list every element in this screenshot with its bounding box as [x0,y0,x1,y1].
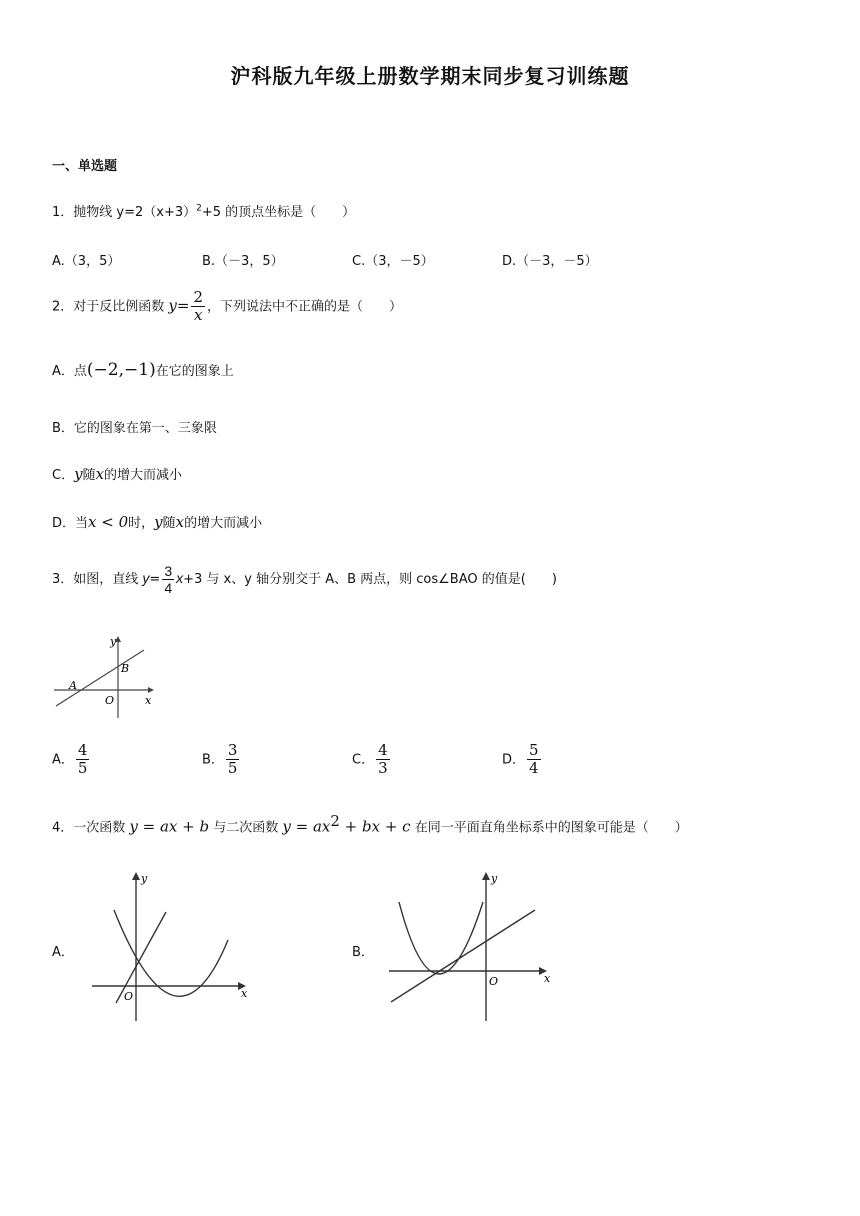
q4-stem-b: 在同一平面直角坐标系中的图象可能是（ ） [410,820,688,836]
q1-option-c[interactable]: C.（3，－5） [352,254,434,269]
q3-a-den: 5 [77,759,88,778]
q2-option-c[interactable] [52,464,182,483]
q4-quad-sup: 2 [330,812,340,830]
q4-linear: y = ax + b [129,817,210,836]
q4-option-a[interactable]: A． [52,945,74,960]
q3-label-o: O [105,694,115,707]
q3-d-num: 5 [529,741,539,759]
q2-stem-a: 2．对于反比例函数 [52,299,169,315]
q3-eq: = [149,572,161,588]
q1-option-d[interactable]: D.（－3，－5） [502,254,598,269]
question-2-stem [52,289,402,325]
q4-quad-b: + bx + c [339,817,411,836]
q3-label-b: B [121,662,130,675]
q4b-y-arrow [482,872,490,880]
q2-d-label: D．当 [52,516,89,531]
q3-label-y: y [110,635,117,648]
q3-c-den: 3 [378,759,388,778]
q3-c-num: 4 [378,741,388,759]
question-3-stem [52,563,557,596]
q1-option-a[interactable]: A.（3，5） [52,254,121,269]
q4b-line [391,910,535,1002]
q3-d-fraction [527,742,541,778]
q4a-label-y: y [141,872,148,885]
q3-stem-b: 与 x、y 轴分别交于 A、B 两点，则 cos∠BAO 的值是( ) [202,572,557,588]
q3-c-fraction [376,742,390,778]
page-title: 沪科版九年级上册数学期末同步复习训练题 [230,64,630,88]
q3-x: x [176,570,184,587]
q4b-label-y: y [491,872,498,885]
q3-d-den: 4 [529,759,539,778]
q3-option-c[interactable] [352,742,392,778]
q2-a-text: 在它的图象上 [155,364,234,379]
q4b-label-x: x [544,972,551,985]
q2-option-d[interactable] [52,512,262,531]
question-4-stem [52,812,688,835]
q3-a-label: A． [52,752,74,768]
q1-stem-b: +5 的顶点坐标是（ ） [201,205,356,220]
q2-y: y [168,296,177,315]
q2-c-text: 的增大而减小 [104,468,183,483]
q2-c-x: x [95,465,105,483]
q2-denominator: x [194,306,203,325]
q3-c-label: C． [352,752,375,768]
q2-option-b[interactable]: B．它的图象在第一、三象限 [52,421,217,436]
q3-y: y [142,570,150,587]
q2-fraction [191,289,205,325]
q4a-label-x: x [241,987,248,1000]
q4-option-b[interactable]: B． [352,945,374,960]
q3-line [56,650,144,706]
q2-c-y: y [74,465,83,483]
q4-stem-a: 4．一次函数 [52,820,130,836]
q4a-y-arrow [132,872,140,880]
q2-d-text: 的增大而减小 [184,516,263,531]
q3-numerator: 3 [164,563,173,579]
q3-d-label: D． [502,752,526,768]
q3-stem-a: 3．如图，直线 [52,572,143,588]
q2-stem-b: ，下列说法中不正确的是（ ） [207,299,403,315]
q4-figure-a [88,866,256,1026]
q3-a-fraction [76,742,90,778]
q3-b-label: B． [202,752,224,768]
q2-c-mid: 随 [82,468,96,483]
q3-option-a[interactable] [52,742,91,778]
q3-b-den: 5 [227,759,238,778]
q3-option-d[interactable] [502,742,543,778]
q4b-parabola [399,902,483,974]
q4b-label-o: O [489,975,499,988]
q1-option-b[interactable]: B.（－3，5） [202,254,284,269]
q2-d-cond: x < 0 [88,513,129,531]
q3-option-b[interactable] [202,742,241,778]
q2-a-point: (−2,−1) [86,360,156,380]
q3-label-x: x [145,694,152,707]
q1-stem-a: 1．抛物线 y=2（x+3） [52,205,197,220]
q2-eq: = [176,296,190,315]
q4a-parabola [114,910,228,996]
q3-plus: +3 [183,572,203,588]
q2-d-y: y [154,513,163,531]
q2-numerator: 2 [193,288,204,306]
q2-d-x: x [175,513,185,531]
q3-b-num: 3 [227,741,238,759]
q4-mid: 与二次函数 [209,820,283,836]
q3-a-num: 4 [77,741,88,759]
q3-denominator: 4 [164,580,173,597]
q2-d-mid: 时， [128,516,155,531]
q3-figure [50,630,162,722]
question-1-stem [52,201,355,220]
q3-fraction [162,563,174,596]
q1-exponent: 2 [196,203,202,214]
q2-option-a[interactable] [52,360,234,380]
q3-x-arrow [148,687,154,693]
q4-figure-b [385,866,557,1026]
q2-a-label: A．点 [52,364,87,379]
q2-d-mid2: 随 [162,516,176,531]
q2-c-label: C． [52,468,75,483]
q4a-label-o: O [124,990,134,1003]
q4-quad-a: y = ax [282,817,331,836]
section-heading: 一、单选题 [52,159,118,174]
q3-label-a: A [69,679,77,692]
q3-b-fraction [226,742,240,778]
